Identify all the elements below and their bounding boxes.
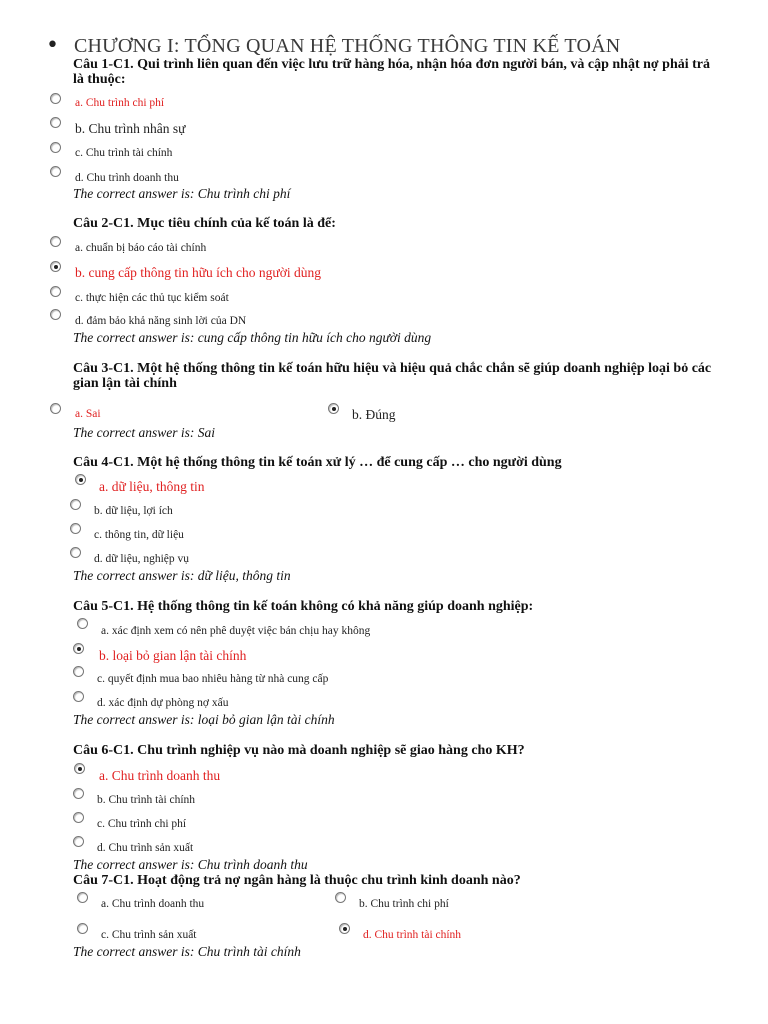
q2-option-a: a. chuẩn bị báo cáo tài chính xyxy=(75,242,207,254)
q7-option-c: c. Chu trình sản xuất xyxy=(101,929,197,941)
q2-option-a-radio[interactable] xyxy=(50,236,61,247)
q6-option-a: a. Chu trình doanh thu xyxy=(99,768,221,783)
q1-option-b-radio[interactable] xyxy=(50,117,61,128)
q1-option-c: c. Chu trình tài chính xyxy=(75,147,173,159)
q7-correct-answer: The correct answer is: Chu trình tài chính xyxy=(73,944,301,959)
question-1-text-cont: là thuộc: xyxy=(73,72,126,87)
question-3-text-cont: gian lận tài chính xyxy=(73,376,177,391)
q5-option-b-radio[interactable] xyxy=(73,643,84,654)
q3-option-b-radio[interactable] xyxy=(328,403,339,414)
q3-option-a: a. Sai xyxy=(75,408,101,420)
q5-option-a: a. xác định xem có nên phê duyệt việc bán chịu hay không xyxy=(101,625,371,637)
q4-option-b: b. dữ liệu, lợi ích xyxy=(94,505,173,517)
q2-option-c: c. thực hiện các thủ tục kiểm soát xyxy=(75,292,229,304)
q4-option-d-radio[interactable] xyxy=(70,547,81,558)
q7-option-c-radio[interactable] xyxy=(77,923,88,934)
q6-option-b-radio[interactable] xyxy=(73,788,84,799)
q5-option-b: b. loại bỏ gian lận tài chính xyxy=(99,648,247,663)
q5-option-c-radio[interactable] xyxy=(73,666,84,677)
q6-option-d: d. Chu trình sản xuất xyxy=(97,842,194,854)
q2-option-d-radio[interactable] xyxy=(50,309,61,320)
chapter-title: CHƯƠNG I: TỔNG QUAN HỆ THỐNG THÔNG TIN KẾ TOÁN xyxy=(74,35,621,57)
q2-option-d: d. đảm bảo khả năng sinh lời của DN xyxy=(75,315,247,327)
question-7-text: Câu 7-C1. Hoạt động trả nợ ngân hàng là thuộc chu trình kinh doanh nào? xyxy=(73,873,521,888)
q7-option-b: b. Chu trình chi phí xyxy=(359,898,449,910)
q1-option-c-radio[interactable] xyxy=(50,142,61,153)
q4-option-a: a. dữ liệu, thông tin xyxy=(99,479,205,494)
question-5-text: Câu 5-C1. Hệ thống thông tin kế toán không có khả năng giúp doanh nghiệp: xyxy=(73,599,534,614)
q4-correct-answer: The correct answer is: dữ liệu, thông tin xyxy=(73,568,291,583)
q3-correct-answer: The correct answer is: Sai xyxy=(73,425,215,440)
q7-option-a-radio[interactable] xyxy=(77,892,88,903)
q3-option-a-radio[interactable] xyxy=(50,403,61,414)
q6-option-c: c. Chu trình chi phí xyxy=(97,818,187,830)
q1-option-d: d. Chu trình doanh thu xyxy=(75,172,179,184)
q7-option-d: d. Chu trình tài chính xyxy=(363,929,462,941)
q6-option-b: b. Chu trình tài chính xyxy=(97,794,196,806)
question-6-text: Câu 6-C1. Chu trình nghiệp vụ nào mà doanh nghiệp sẽ giao hàng cho KH? xyxy=(73,743,525,758)
q6-option-d-radio[interactable] xyxy=(73,836,84,847)
q4-option-b-radio[interactable] xyxy=(70,499,81,510)
q4-option-d: d. dữ liệu, nghiệp vụ xyxy=(94,553,190,565)
question-3-text: Câu 3-C1. Một hệ thống thông tin kế toán hữu hiệu và hiệu quả chắc chắn sẽ giúp doanh nghiệp loại bỏ các xyxy=(73,361,712,376)
q4-option-c: c. thông tin, dữ liệu xyxy=(94,529,184,541)
q5-option-d-radio[interactable] xyxy=(73,691,84,702)
q2-option-b: b. cung cấp thông tin hữu ích cho người dùng xyxy=(75,265,321,280)
q7-option-a: a. Chu trình doanh thu xyxy=(101,898,205,910)
q5-option-d: d. xác định dự phòng nợ xấu xyxy=(97,697,229,709)
question-1-text: Câu 1-C1. Qui trình liên quan đến việc lưu trữ hàng hóa, nhận hóa đơn người bán, và cập nhật nợ phải trả xyxy=(73,57,711,72)
q7-option-b-radio[interactable] xyxy=(335,892,346,903)
q2-correct-answer: The correct answer is: cung cấp thông tin hữu ích cho người dùng xyxy=(73,330,432,345)
q5-correct-answer: The correct answer is: loại bỏ gian lận tài chính xyxy=(73,712,335,727)
q1-option-a: a. Chu trình chi phí xyxy=(75,97,165,109)
q6-option-a-radio[interactable] xyxy=(74,763,85,774)
q1-option-a-radio[interactable] xyxy=(50,93,61,104)
q1-option-b: b. Chu trình nhân sự xyxy=(75,121,186,136)
q5-option-c: c. quyết định mua bao nhiêu hàng từ nhà cung cấp xyxy=(97,673,329,685)
q7-option-d-radio[interactable] xyxy=(339,923,350,934)
q2-option-b-radio[interactable] xyxy=(50,261,61,272)
q1-correct-answer: The correct answer is: Chu trình chi phí xyxy=(73,186,291,201)
q1-option-d-radio[interactable] xyxy=(50,166,61,177)
q6-correct-answer: The correct answer is: Chu trình doanh thu xyxy=(73,857,308,872)
q4-option-a-radio[interactable] xyxy=(75,474,86,485)
list-bullet: • xyxy=(46,33,59,58)
q3-option-b: b. Đúng xyxy=(352,407,396,422)
question-2-text: Câu 2-C1. Mục tiêu chính của kế toán là để: xyxy=(73,216,336,231)
q2-option-c-radio[interactable] xyxy=(50,286,61,297)
q5-option-a-radio[interactable] xyxy=(77,618,88,629)
question-4-text: Câu 4-C1. Một hệ thống thông tin kế toán xử lý … để cung cấp … cho người dùng xyxy=(73,455,562,470)
q6-option-c-radio[interactable] xyxy=(73,812,84,823)
q4-option-c-radio[interactable] xyxy=(70,523,81,534)
